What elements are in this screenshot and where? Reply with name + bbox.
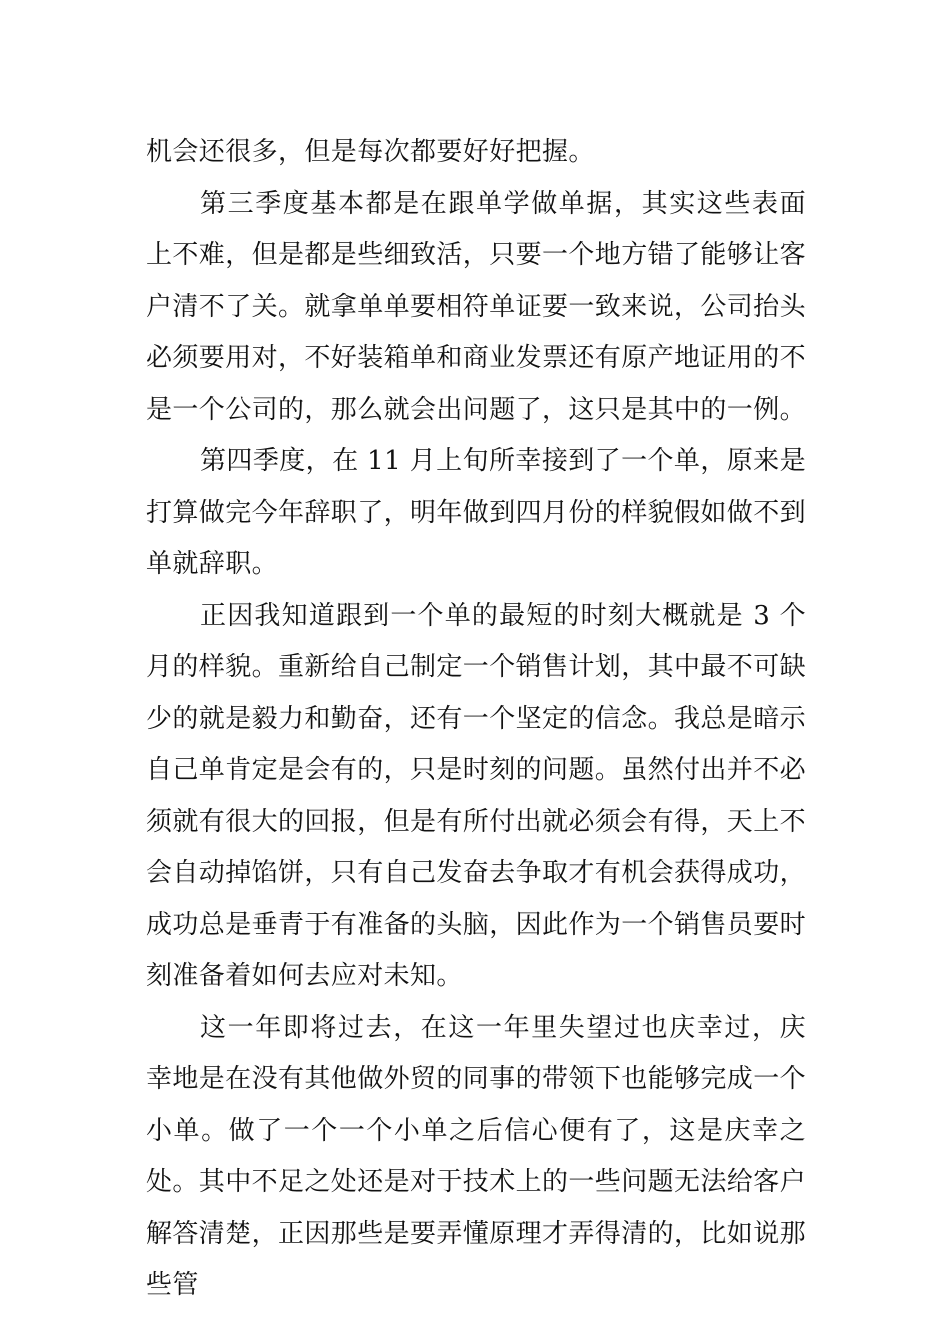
paragraph-q4: 第四季度，在 11 月上旬所幸接到了一个单，原来是打算做完今年辞职了，明年做到四月份的样貌假如做不到单就辞职。 <box>146 446 807 579</box>
paragraph-continuation: 机会还很多，但是每次都要好好把握。 <box>146 137 595 167</box>
paragraph-year-review: 这一年即将过去，在这一年里失望过也庆幸过，庆幸地是在没有其他做外贸的同事的带领下也能够完成一个小单。做了一个一个小单之后信心便有了，这是庆幸之处。其中不足之处还是对于技术上的一些问题无法给客户解答清楚，正因那些是要弄懂原理才弄得清的，比如说那些管 <box>146 1012 807 1300</box>
paragraph-q3: 第三季度基本都是在跟单学做单据，其实这些表面上不难，但是都是些细致活，只要一个地方错了能够让客户清不了关。就拿单单要相符单证要一致来说，公司抬头必须要用对，不好装箱单和商业发票还有原产地证用的不是一个公司的，那么就会出问题了，这只是其中的一例。 <box>146 188 807 425</box>
paragraph-sales-plan: 正因我知道跟到一个单的最短的时刻大概就是 3 个月的样貌。重新给自己制定一个销售计划，其中最不可缺少的就是毅力和勤奋，还有一个坚定的信念。我总是暗示自己单肯定是会有的，只是时刻的问题。虽然付出并不必须就有很大的回报，但是有所付出就必须会有得，天上不会自动掉馅饼，只有自己发奋去争取才有机会获得成功，成功总是垂青于有准备的头脑，因此作为一个销售员要时刻准备着如何去应对未知。 <box>146 600 807 991</box>
document-body <box>146 127 806 1312</box>
